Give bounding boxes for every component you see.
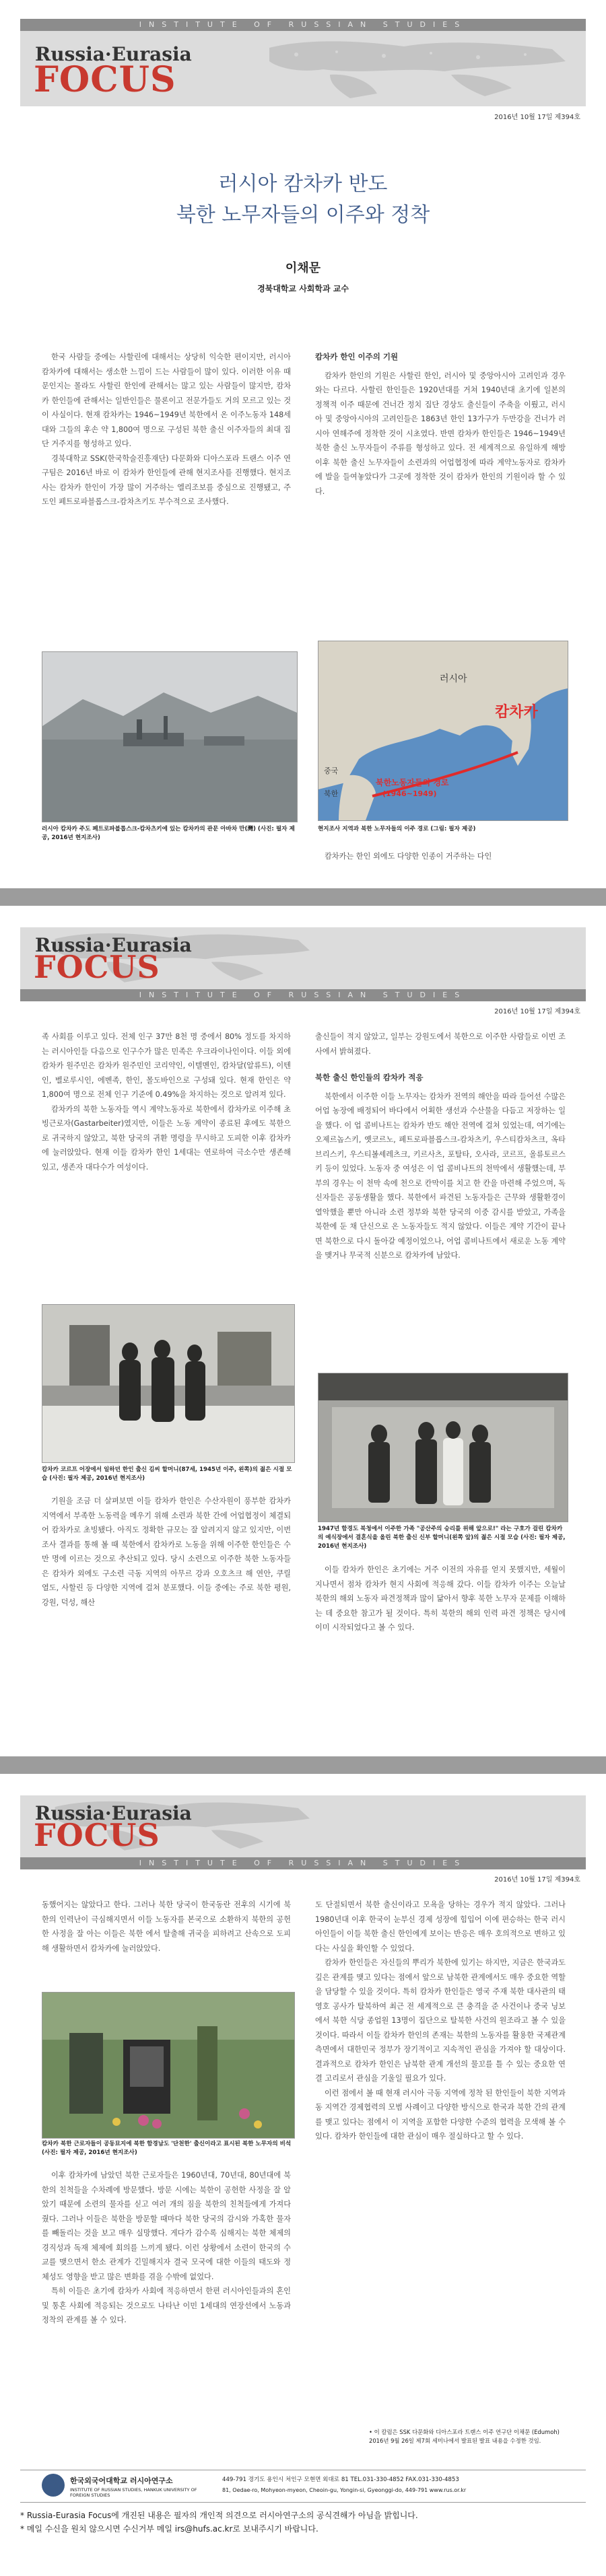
footer-rule (20, 2502, 586, 2503)
map-caption: 현지조사 지역과 북한 노무자들의 이주 경로 (그림: 필자 제공) (318, 826, 476, 832)
masthead-page2 (20, 927, 586, 989)
map-label-russia: 러시아 (440, 674, 467, 684)
institute-banner: INSTITUTE OF RUSSIAN STUDIES (20, 1857, 586, 1869)
paragraph: 한국 사람들 중에는 사할린에 대해서는 상당히 익숙한 편이지만, 러시아 캄차카에 대해서는 생소한 느낌이 드는 사람들이 많이 있다. 이러한 이유 때문인지는 몰라도 사할린 한인에 관해서는 많고 있는 사람들이 많지만, 캄차카 한인들에 관해서는 일반인들은 물론이고 전문가들도 거의 모르고 있는 것이 사실이다. 현재 캄차카는 1946~1949년 북한에서 온 이주노동자 148세대와 그들의 후손 약 1,800여 명으로 구성된 북한 출신 이주자들의 최대 집단 거주지를 형성하고 있다. (42, 353, 291, 448)
footnote: • 이 칼럼은 SSK 다문화와 디아스포라 트랜스 이주 연구단 이채문 (Edumoh) 2016년 9월 26일 제7회 세미나에서 발표된 발표 내용을 수정한 것임. (369, 2429, 560, 2444)
map-label-route: 북한노동자들의 경로 (376, 778, 449, 787)
map-label-china: 중국 (324, 766, 339, 775)
migration-route-map (318, 641, 568, 821)
photo-caption: 1947년 함경도 북청에서 이주한 가족 "공산주의 승리를 위해 앞으로!" 라는 구호가 걸린 캄차카의 예식장에서 결혼식을 올린 북한 출신 신부 할머니(왼쪽 앞)의 젊은 시절 모습 (사진: 필자 제공, 2016년 현지조사) (318, 1526, 566, 1550)
world-map-graphic (229, 34, 579, 102)
paragraph: 기원을 조금 더 살펴보면 이들 캄차카 한인은 수산자원이 풍부한 캄차카 지역에서 부족한 노동력을 메우기 위해 소련과 북한 간에 어업협정이 체결되어 캄차카로 초빙됐다. 아직도 정확한 규모는 잘 알려지지 않고 있지만, 이번 조사 결과를 통해 볼 때 북한에서 캄차카로 노동을 위해 이주한 한인들은 수만 명에 이르는 것으로 추산되고 있다. 당시 소련으로 이주한 북한 노동자들은 캄차카 외에도 구소련 극동 지역의 아무르 강과 오호츠크 해 연안, 쿠릴 열도, 사할린 등 다양한 지역에 걸쳐 분포했다. 이들 중에는 주로 북한 평원, 강원, 덕성, 해산 (42, 1497, 291, 1607)
page3-left-column-b (42, 2168, 291, 2328)
org-address-english: 81, Oedae-ro, Mohyeon-myeon, Cheoin-gu, Yongin-si, Gyeonggi-do, 449-791 www.rus.or.kr (222, 2487, 467, 2493)
page2-right-column (315, 1030, 566, 1263)
issue-date: 2016년 10월 17일 제394호 (494, 1008, 580, 1015)
paragraph: 특히 이들은 초기에 캄차카 사회에 적응하면서 한편 러시아인들과의 혼인 및 통혼 사회에 적응되는 것으로도 나타난 이민 1세대의 연장선에서 노동과 정착의 관계를 볼 수 있다. (42, 2287, 291, 2324)
issue-date: 2016년 10월 17일 제394호 (494, 1876, 580, 1884)
brand-russia-eurasia: Russia·Eurasia (35, 43, 192, 65)
institute-banner-top: INSTITUTE OF RUSSIAN STUDIES (20, 19, 586, 31)
section-heading: 캄차카 한인 이주의 기원 (315, 352, 399, 361)
page2-left-column (42, 1030, 291, 1174)
map-label-kamchatka: 캄차카 (495, 704, 538, 721)
page-divider (0, 888, 606, 906)
masthead (20, 31, 586, 106)
section-heading: 북한 출신 한인들의 캄차카 적응 (315, 1073, 424, 1082)
paragraph: 출신들이 적지 않았고, 일부는 강원도에서 북한으로 이주한 사람들로 이번 조사에서 밝혀졌다. (315, 1032, 566, 1056)
brand-focus: FOCUS (34, 1817, 160, 1853)
university-logo (42, 2474, 65, 2497)
photo-caption: 캄차카 북한 근로자들이 공동묘지에 북한 함경남도 '단천한' 출신이라고 표시된 북한 노무자의 비석 (사진: 필자 제공, 2016년 현지조사) (42, 2141, 292, 2156)
brand-russia-eurasia: Russia·Eurasia (35, 934, 192, 956)
photo-caption: 러시아 캄차카 주도 페트로파블롭스크-캄차츠키에 있는 캄차카의 관문 아바차 만(灣) (사진: 필자 제공, 2016년 현지조사) (42, 826, 295, 841)
institute-banner: INSTITUTE OF RUSSIAN STUDIES (20, 989, 586, 1001)
page1-right-column (315, 350, 566, 499)
paragraph: 경북대학교 SSK(한국학술진흥재단) 다문화와 디아스포라 트랜스 이주 연구팀은 2016년 바로 이 캄차카 한인들에 관해 현지조사를 진행했다. 현지조사는 캄차카 한인이 가장 많이 거주하는 엘리조보를 중심으로 진행됐고, 주도인 페트로파블롭스크-캄차츠키도 부수적으로 조사했다. (42, 454, 291, 506)
page2-left-column-b (42, 1494, 291, 1610)
page3-left-column (42, 1898, 291, 1956)
issue-date: 2016년 10월 17일 제394호 (494, 114, 580, 121)
org-name: 한국외국어대학교 러시아연구소 (70, 2476, 173, 2485)
map-label-north-korea: 북한 (324, 789, 339, 798)
page-divider (0, 1756, 606, 1774)
paragraph: 캄차카는 한인 외에도 다양한 인종이 거주하는 다인 (325, 852, 492, 861)
org-name-english: INSTITUTE OF RUSSIAN STUDIES, HANKUK UNIVERSITY OF FOREIGN STUDIES (70, 2487, 197, 2498)
disclaimer-notes (20, 2509, 418, 2536)
brand-russia-eurasia: Russia·Eurasia (35, 1802, 192, 1824)
paragraph: 캄차카 한인의 기원은 사할린 한인, 러시아 및 중앙아시아 고려인과 경우와는 다르다. 사할린 한인들은 1920년대를 거쳐 1940년대 초기에 일본의 정책적 이주 때문에 건너간 정치 집단 경상도 출신들이 주축을 이뤘고, 러시아 및 중앙아시아의 고려인들은 1863년 한인 13가구가 두만강을 건너가 러시아 연해주에 정착한 것이 시초였다. 반면 캄차카 한인들은 1946~1949년 북한 출신 노무자들이 주류를 형성하고 있다. 전 세계적으로 유일하게 해방 이후 북한 출신 노무자들이 소련과의 어업협정에 따라 계약노동자로 캄차카에 발을 들여놓았다가 그곳에 정착한 것이 캄차카 한인의 기원이라 할 수 있다. (315, 371, 566, 496)
page1-left-column (42, 350, 291, 509)
page1-right-tail (315, 849, 566, 864)
photo-korean-women (42, 1304, 295, 1463)
photo-avacha-bay (42, 651, 298, 822)
page2-right-column-c (315, 1563, 566, 1635)
paragraph: 캄차카 한인들은 자신들의 뿌리가 북한에 있기는 하지만, 지금은 한국과도 깊은 관계를 맺고 있다는 점에서 앞으로 남북한 관계에서도 매우 중요한 역할을 담당할 수 있을 것이다. 특히 캄차카 한인들은 영국 주재 북한 대사관의 태영호 공사가 탈북하여 최근 전 세계적으로 큰 충격을 준 사건이나 중국 닝보에서 북한 식당 종업원 13명이 집단으로 탈북한 사건의 원조라고 볼 수 있을 것이다. 따라서 이들 캄차카 한인의 존재는 북한의 노동자를 활용한 국제관계 측면에서 대한민국 정부가 장기적이고 지속적인 관심을 가져야 할 대상이다. 결과적으로 캄차카 한인은 남북한 관계 개선의 물꼬를 틀 수 있는 중요한 연결 고리로서 관심을 기울일 필요가 있다. (315, 1958, 566, 2083)
paragraph: 북한에서 이주한 이들 노무자는 캄차카 전역의 해안을 따라 들어선 수많은 어업 농장에 배정되어 바다에서 어획한 생선과 수산물을 다듬고 저장하는 일을 했다. 이 업 콤비나트는 캄차카 반도 해안 전역에 걸쳐 있었는데, 여기에는 오제르놉스키, 옛코르노, 페트로파블롭스크-캄차츠키, 우스티캄차츠크, 옥타브리스키, 우스티볼셰레츠크, 키르사츠, 포탈타, 오사라, 코르프, 올류토르스키 등이 있었다. 노동자 중 여성은 이 업 콤비나트의 천막에서 생활했는데, 부부의 경우는 이 천막 속에 천으로 칸막이를 치고 한 칸을 마련해 주었으며, 독신자들은 공동생활을 했다. 북한에서 파견된 노동자들은 근무와 생활환경이 열악했을 뿐만 아니라 소련 정부와 북한 당국의 이중 감시를 받았고, 가족을 북한에 둔 채 단신으로 온 노동자들도 적지 않았다. 이들은 계약 기간이 끝나면 북한으로 다시 돌아갈 예정이었으나, 어업 콤비나트에서 새로운 노동 계약을 맺거나 무국적 신분으로 캄차카에 남았다. (315, 1092, 566, 1260)
disclaimer: * Russia-Eurasia Focus에 개진된 내용은 필자의 개인적 의견으로 러시아연구소의 공식견해가 아님을 밝힙니다. (20, 2511, 418, 2520)
article-title-line2: 북한 노무자들의 이주와 정착 (176, 203, 430, 227)
org-address: 449-791 경기도 용인시 처인구 모현면 외대로 81 TEL.031-330-4852 FAX.031-330-4853 (222, 2476, 459, 2483)
paragraph: 도 단절되면서 북한 출신이라고 모욕을 당하는 경우가 적지 않았다. 그러나 1980년대 이후 한국이 눈부신 경제 성장에 힘입어 이에 편승하는 한국 러시아인들이 이들 북한 출신 한인에게 보이는 반응은 매우 호의적으로 변하고 있다는 사실을 확인할 수 있었다. (315, 1900, 566, 1953)
photo-wedding (318, 1373, 568, 1522)
paragraph: 족 사회를 이루고 있다. 전체 인구 37만 8천 명 중에서 80% 정도를 차지하는 러시아인들 다음으로 인구수가 많은 민족은 우크라이나인이다. 이들 외에 캄차카 원주민은 캄차카 원주민인 코리약인, 이텔멘인, 캄차달(알류트), 이텐인, 벨로루시인, 에벤족, 한인, 몰도바인으로 구성돼 있다. 현재 한인은 약 1,800여 명으로 전체 인구 기준에 0.49%을 차지하는 것으로 알려져 있다. (42, 1032, 291, 1099)
paragraph: 캄차카의 북한 노동자들 역시 계약노동자로 북한에서 캄차카로 이주해 초빙근로자(Gastarbeiter)였지만, 이들은 노동 계약이 종료된 후에도 북한으로 귀국하지 않았고, 북한 당국의 귀환 명령을 무시하고 도피한 이후 캄차카에 눌러앉았다. 현재 이들 캄차카 한인 1세대는 연로하여 극소수만 생존해 있고, 생존자 대다수가 여성이다. (42, 1104, 291, 1172)
paragraph: 이런 점에서 볼 때 현재 러시아 극동 지역에 정착 된 한인들이 북한 지역과 동 지역간 경제협력의 모범 사례이고 다양한 방식으로 한국과 북한 간의 관계를 맺고 있다는 점에서 이 지역을 포함한 다양한 수준의 협력을 모색해 볼 수 있다. 캄차카 한인들에 대한 관심이 매우 절실하다고 할 수 있다. (315, 2088, 566, 2141)
author-name: 이채문 (285, 261, 321, 275)
unsubscribe-note: * 메일 수신을 원치 않으시면 수신거부 메일 irs@hufs.ac.kr로 보내주시기 바랍니다. (20, 2524, 318, 2534)
masthead-page3 (20, 1795, 586, 1857)
photo-caption: 캄차카 코르프 어장에서 일하던 한인 출신 김씨 할머니(87세, 1945년 이주, 왼쪽)의 젊은 시절 모습 (사진: 필자 제공, 2016년 현지조사) (42, 1466, 292, 1482)
map-label-years: (1946~1949) (382, 789, 437, 798)
author-affiliation: 경북대학교 사회학과 교수 (257, 284, 349, 293)
paragraph: 동했어지는 않았다고 한다. 그러나 북한 당국이 한국동란 전후의 시기에 북한의 인력난이 극심해지면서 이들 노동자를 본국으로 소환하지 북한의 공헌한 사정을 잘 아는 이들은 북한 에서 탈출해 귀국을 피하려고 산속으로 도피해 생활하면서 캄차카에 눌러앉았다. (42, 1900, 291, 1953)
brand-focus: FOCUS (34, 949, 160, 985)
paragraph: 이들 캄차카 한인은 초기에는 거주 이전의 자유를 얻지 못했지만, 세월이 지나면서 점차 캄차카 현지 사회에 적응해 갔다. 이들 캄차카 이주는 오늘날 북한의 해외 노동자 파견정책과 많이 닮아서 향후 북한 노무자 문제를 이해하는 데 중요한 참고가 될 것이다. 특히 북한의 해외 인력 파견 정책은 당시에 이미 시작되었다고 볼 수 있다. (315, 1565, 566, 1632)
page3-right-column (315, 1898, 566, 2144)
photo-gravestone (42, 1992, 295, 2139)
brand-focus: FOCUS (34, 59, 176, 100)
article-title-line1: 러시아 캄차카 반도 (218, 172, 388, 196)
paragraph: 이후 캄차카에 남았던 북한 근로자들은 1960년대, 70년대, 80년대에 북한의 친척들을 수차례에 방문했다. 방문 시에는 북한이 공헌한 사정을 잘 알았기 때문에 소련의 물자를 싣고 여러 개의 짐을 북한의 친척들에게 가져다줬다. 그러나 이들은 북한을 방문할 때마다 북한 당국의 감시와 가혹한 물자를 빼돌리는 것을 보고 매우 실망했다. 게다가 감수록 심해지는 북한 체제의 경직성과 독재 체제에 회의를 느끼게 됐다. 이런 상황에서 소련이 한국의 수교를 맺으면서 한소 관계가 긴밀해지자 결국 모국에 대한 이들의 태도와 정체성도 영향을 받고 많은 변화를 겪을 수밖에 없었다. (42, 2171, 291, 2281)
